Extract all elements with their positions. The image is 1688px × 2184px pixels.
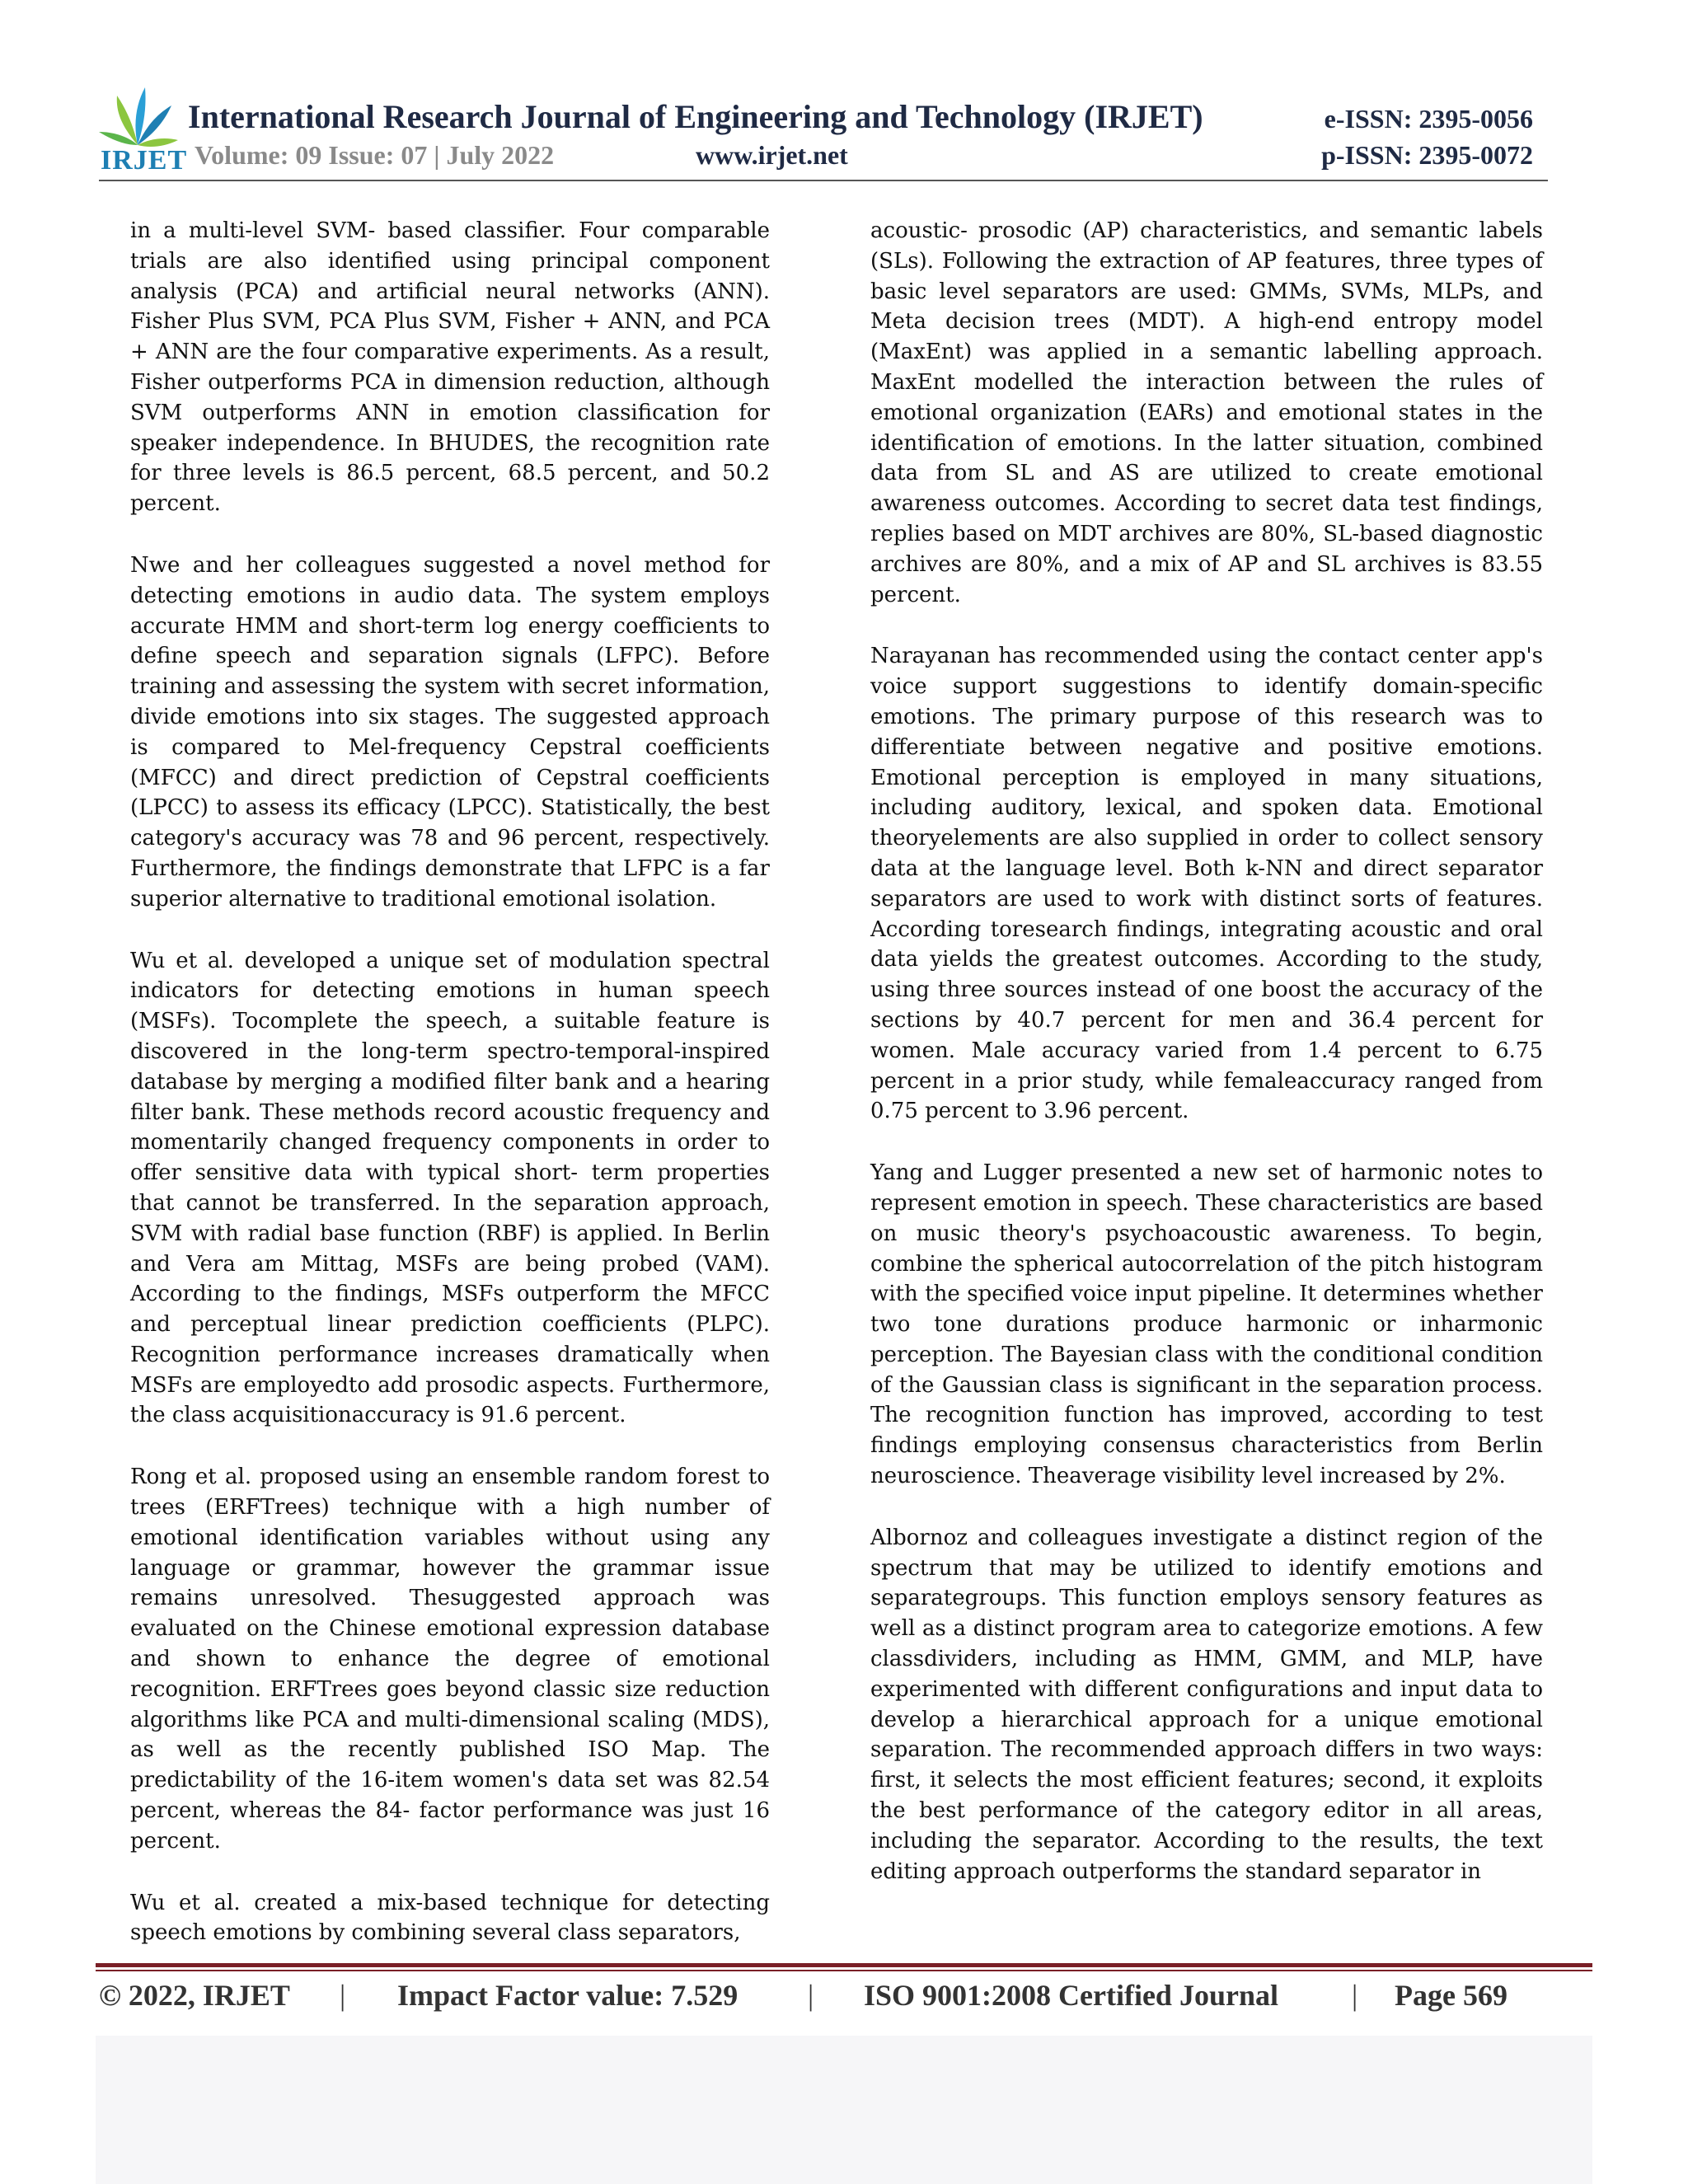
footer-separator: | [808, 1979, 814, 2012]
footer-divider [96, 1963, 1592, 1967]
p-issn: p-ISSN: 2395-0072 [1321, 140, 1533, 170]
paragraph: in a multi-level SVM- based classifier. Four comparable trials are also identified using principal component analysis (PCA) and artificial neural networks (ANN). Fisher Plus SVM, PCA Plus SVM, Fisher + ANN, and PCA + ANN are the four comparative experiments. As a result, Fisher outperforms PCA in dimension reduction, although SVM outperforms ANN in emotion classification for speaker independence. In BHUDES, the recognition rate for three levels is 86.5 percent, 68.5 percent, and 50.2 percent. [130, 218, 770, 517]
footer-copyright: © 2022, IRJET [99, 1979, 290, 2012]
paragraph: acoustic- prosodic (AP) characteristics, and semantic labels (SLs). Following the extraction of AP features, three types of basic level separators are used: GMMs, SVMs, MLPs, and Meta decision trees (MDT). A high-end entropy model (MaxEnt) was applied in a semantic labelling approach. MaxEnt modelled the interaction between the rules of emotional organization (EARs) and emotional states in the identification of emotions. In the latter situation, combined data from SL and AS are utilized to create emotional awareness outcomes. According to secret data test findings, replies based on MDT archives are 80%, SL-based diagnostic archives are 80%, and a mix of AP and SL archives is 83.55 percent. [870, 218, 1543, 607]
left-column [130, 216, 770, 1980]
footer-impact-factor: Impact Factor value: 7.529 [397, 1979, 738, 2012]
paragraph: Narayanan has recommended using the contact center app's voice support suggestions to identify domain-specific emotions. The primary purpose of this research was to differentiate between negative and positive emotions. Emotional perception is employed in many situations, including auditory, lexical, and spoken data. Emotional theoryelements are also supplied in order to collect sensory data at the language level. Both k-NN and direct separator separators are used to work with distinct sorts of features. According toresearch findings, integrating acoustic and oral data yields the greatest outcomes. According to the study, using three sources instead of one boost the accuracy of the sections by 40.7 percent for men and 36.4 percent for women. Male accuracy varied from 1.4 percent to 6.75 percent in a prior study, while femaleaccuracy ranged from 0.75 percent to 3.96 percent. [870, 644, 1543, 1124]
paragraph: Yang and Lugger presented a new set of harmonic notes to represent emotion in speech. These characteristics are based on music theory's psychoacoustic awareness. To begin, combine the spherical autocorrelation of the pitch histogram with the specified voice input pipeline. It determines whether two tone durations produce harmonic or inharmonic perception. The Bayesian class with the conditional condition of the Gaussian class is significant in the separation process. The recognition function has improved, according to test findings employing consensus characteristics from Berlin neuroscience. Theaverage visibility level increased by 2%. [870, 1160, 1543, 1489]
paragraph: Wu et al. created a mix-based technique for detecting speech emotions by combining several class separators, [130, 1890, 770, 1946]
page-header [92, 81, 1543, 180]
volume-issue: Volume: 09 Issue: 07 | July 2022 [195, 140, 555, 170]
e-issn: e-ISSN: 2395-0056 [1324, 104, 1533, 134]
page-footer [99, 1978, 1582, 2027]
paragraph: Wu et al. developed a unique set of modulation spectral indicators for detecting emotions in human speech (MSFs). Tocomplete the speech, a suitable feature is discovered in the long-term spectro-temporal-inspired database by merging a modified filter bank and a hearing filter bank. These methods record acoustic frequency and momentarily changed frequency components in order to offer sensitive data with typical short- term properties that cannot be transferred. In the separation approach, SVM with radial base function (RBF) is applied. In Berlin and Vera am Mittag, MSFs are being probed (VAM). According to the findings, MSFs outperform the MFCC and perceptual linear prediction coefficients (PLPC). Recognition performance increases dramatically when MSFs are employedto add prosodic aspects. Furthermore, the class acquisitionaccuracy is 91.6 percent. [130, 948, 770, 1428]
header-divider [99, 180, 1548, 181]
footer-iso: ISO 9001:2008 Certified Journal [864, 1979, 1278, 2012]
footer-separator: | [1352, 1979, 1358, 2012]
page-bottom-margin [96, 2036, 1592, 2184]
logo-text: IRJET [101, 145, 188, 176]
journal-website-link[interactable]: www.irjet.net [696, 140, 848, 170]
footer-page-number: Page 569 [1395, 1979, 1507, 2012]
footer-divider-thin [96, 1970, 1592, 1971]
journal-title: International Research Journal of Engineering and Technology (IRJET) [188, 98, 1203, 135]
right-column [870, 216, 1543, 1918]
footer-separator: | [340, 1979, 346, 2012]
paragraph: Nwe and her colleagues suggested a novel method for detecting emotions in audio data. The system employs accurate HMM and short-term log energy coefficients to define speech and separation signals (LFPC). Before training and assessing the system with secret information, divide emotions into six stages. The suggested approach is compared to Mel-frequency Cepstral coefficients (MFCC) and direct prediction of Cepstral coefficients (LPCC) to assess its efficacy (LPCC). Statistically, the best category's accuracy was 78 and 96 percent, respectively. Furthermore, the findings demonstrate that LFPC is a far superior alternative to traditional emotional isolation. [130, 552, 770, 912]
paragraph: Rong et al. proposed using an ensemble random forest to trees (ERFTrees) technique with a high number of emotional identification variables without using any language or grammar, however the grammar issue remains unresolved. Thesuggested approach was evaluated on the Chinese emotional expression database and shown to enhance the degree of emotional recognition. ERFTrees goes beyond classic size reduction algorithms like PCA and multi-dimensional scaling (MDS), as well as the recently published ISO Map. The predictability of the 16-item women's data set was 82.54 percent, whereas the 84- factor performance was just 16 percent. [130, 1465, 770, 1854]
paragraph: Albornoz and colleagues investigate a distinct region of the spectrum that may be utilized to identify emotions and separategroups. This function employs sensory features as well as a distinct program area to categorize emotions. A few classdividers, including as HMM, GMM, and MLP, have experimented with different configurations and input data to develop a hierarchical approach for a unique emotional separation. The recommended approach differs in two ways: first, it selects the most efficient features; second, it exploits the best performance of the category editor in all areas, including the separator. According to the results, the text editing approach outperforms the standard separator in [870, 1525, 1543, 1884]
